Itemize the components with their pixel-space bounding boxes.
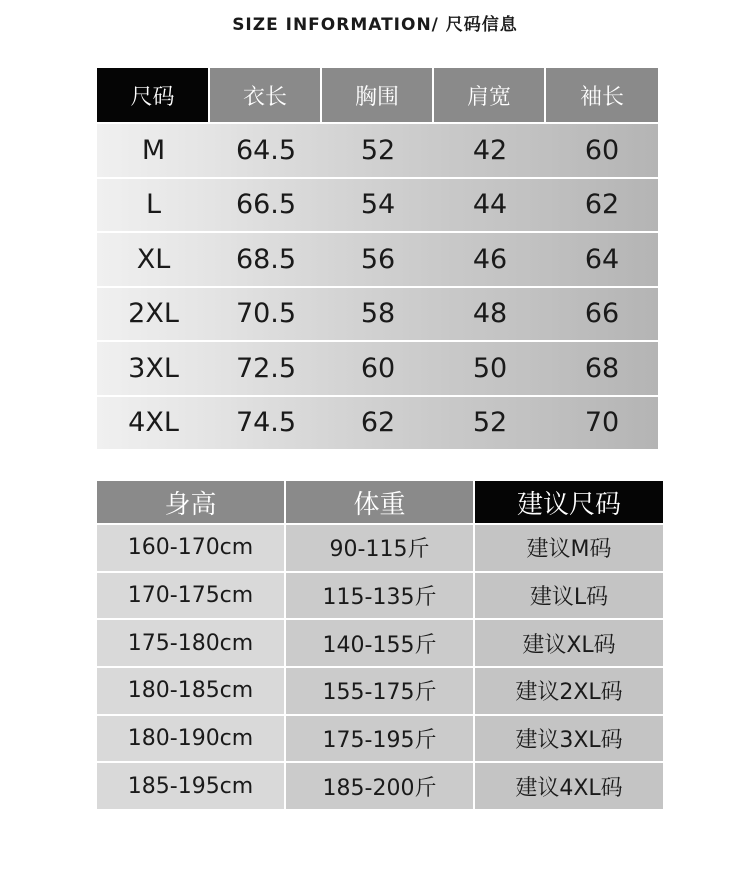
table-row: [97, 761, 663, 809]
length-cell: 64.5: [210, 122, 322, 177]
table-row: [97, 714, 663, 762]
weight-cell: 140-155斤: [286, 618, 475, 666]
length-cell: 74.5: [210, 395, 322, 450]
shoulder-cell: 48: [434, 286, 546, 341]
size-header-size: 尺码: [97, 68, 210, 122]
chest-cell: 60: [322, 340, 434, 395]
chest-cell: 56: [322, 231, 434, 286]
size-header-chest: 胸围: [322, 68, 434, 122]
recommend-table-header-row: [97, 481, 663, 523]
recommended-size-cell: 建议2XL码: [475, 666, 663, 714]
chest-cell: 52: [322, 122, 434, 177]
recommended-size-cell: 建议L码: [475, 571, 663, 619]
sleeve-cell: 64: [546, 231, 658, 286]
chest-cell: 58: [322, 286, 434, 341]
sleeve-cell: 62: [546, 177, 658, 232]
length-cell: 68.5: [210, 231, 322, 286]
weight-cell: 155-175斤: [286, 666, 475, 714]
size-header-shoulder: 肩宽: [434, 68, 546, 122]
sleeve-cell: 70: [546, 395, 658, 450]
table-row: [97, 286, 658, 341]
table-row: [97, 395, 658, 450]
table-row: [97, 340, 658, 395]
height-cell: 180-190cm: [97, 714, 286, 762]
size-cell: XL: [97, 231, 210, 286]
size-header-sleeve: 袖长: [546, 68, 658, 122]
height-cell: 170-175cm: [97, 571, 286, 619]
recommended-size-cell: 建议3XL码: [475, 714, 663, 762]
size-table-header-row: [97, 68, 658, 122]
size-cell: M: [97, 122, 210, 177]
sleeve-cell: 66: [546, 286, 658, 341]
table-row: [97, 177, 658, 232]
size-recommendation-table: [97, 481, 663, 809]
shoulder-cell: 46: [434, 231, 546, 286]
size-chart-table: [97, 68, 658, 449]
table-row: [97, 571, 663, 619]
recommend-header-weight: 体重: [286, 481, 475, 523]
sleeve-cell: 68: [546, 340, 658, 395]
sleeve-cell: 60: [546, 122, 658, 177]
height-cell: 180-185cm: [97, 666, 286, 714]
shoulder-cell: 42: [434, 122, 546, 177]
weight-cell: 90-115斤: [286, 523, 475, 571]
size-cell: 2XL: [97, 286, 210, 341]
recommended-size-cell: 建议M码: [475, 523, 663, 571]
table-row: [97, 666, 663, 714]
shoulder-cell: 52: [434, 395, 546, 450]
recommend-header-size: 建议尺码: [475, 481, 663, 523]
size-header-length: 衣长: [210, 68, 322, 122]
length-cell: 70.5: [210, 286, 322, 341]
recommend-header-height: 身高: [97, 481, 286, 523]
size-cell: 4XL: [97, 395, 210, 450]
weight-cell: 115-135斤: [286, 571, 475, 619]
table-row: [97, 523, 663, 571]
length-cell: 66.5: [210, 177, 322, 232]
height-cell: 160-170cm: [97, 523, 286, 571]
size-cell: 3XL: [97, 340, 210, 395]
chest-cell: 62: [322, 395, 434, 450]
recommended-size-cell: 建议XL码: [475, 618, 663, 666]
shoulder-cell: 50: [434, 340, 546, 395]
page-title: SIZE INFORMATION/ 尺码信息: [232, 15, 518, 35]
length-cell: 72.5: [210, 340, 322, 395]
recommended-size-cell: 建议4XL码: [475, 761, 663, 809]
shoulder-cell: 44: [434, 177, 546, 232]
weight-cell: 175-195斤: [286, 714, 475, 762]
weight-cell: 185-200斤: [286, 761, 475, 809]
table-row: [97, 618, 663, 666]
chest-cell: 54: [322, 177, 434, 232]
size-cell: L: [97, 177, 210, 232]
height-cell: 175-180cm: [97, 618, 286, 666]
table-row: [97, 231, 658, 286]
height-cell: 185-195cm: [97, 761, 286, 809]
table-row: [97, 122, 658, 177]
